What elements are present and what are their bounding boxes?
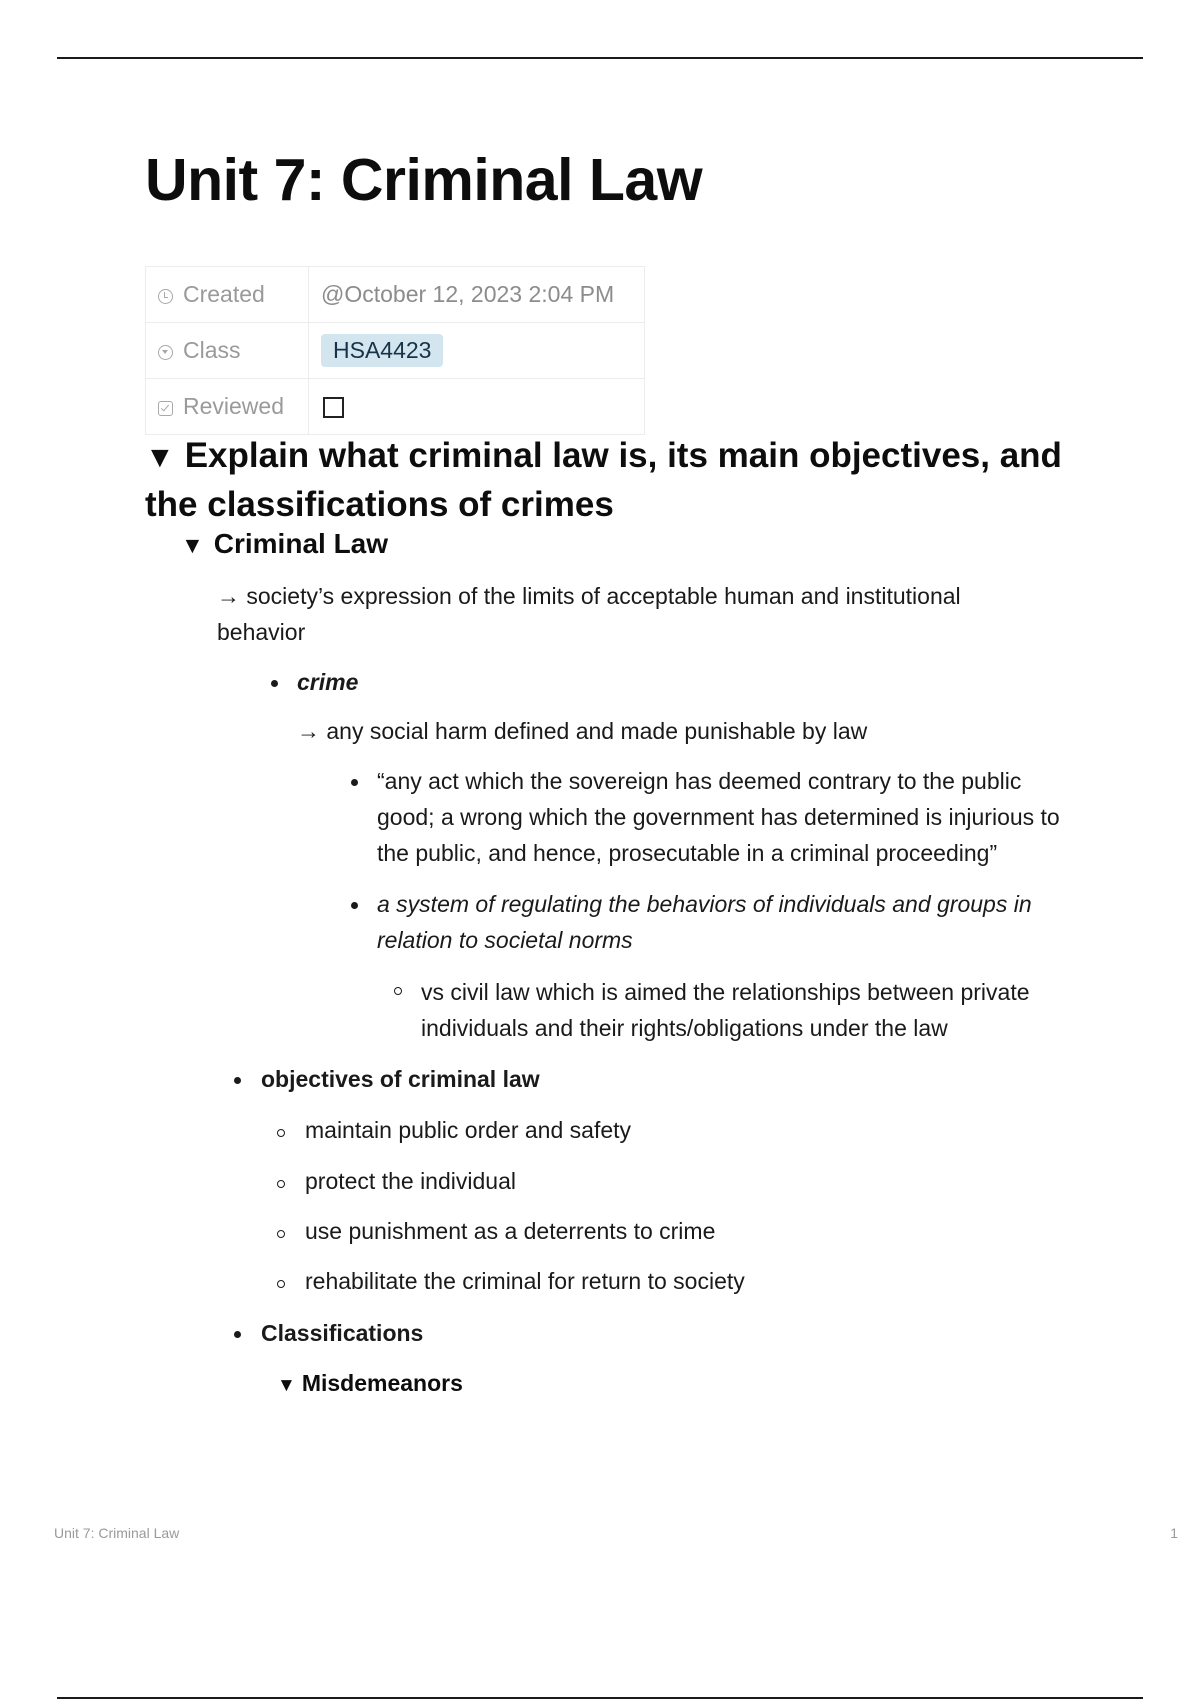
circle-bullet-icon bbox=[277, 1129, 285, 1137]
civil-law-note: vs civil law which is aimed the relationships between private individuals and their rights/obligations under the law bbox=[421, 979, 1030, 1041]
bullet-icon bbox=[271, 680, 278, 687]
toggle-heading-misdemeanors[interactable] bbox=[277, 1370, 463, 1397]
toggle-triangle-icon[interactable]: ▼ bbox=[181, 532, 204, 558]
footer-page-number: 1 bbox=[1170, 1525, 1178, 1541]
classifications-label: Classifications bbox=[261, 1320, 424, 1346]
crime-label: crime bbox=[297, 669, 359, 695]
property-label: Reviewed bbox=[183, 393, 284, 419]
bullet-icon bbox=[234, 1077, 241, 1084]
crime-quote: “any act which the sovereign has deemed contrary to the public good; a wrong which the government has determined is injurious to the public, and hence, prosecutable in a criminal proceeding” bbox=[377, 768, 1060, 866]
properties-table bbox=[145, 266, 645, 435]
criminal-law-definition: → society’s expression of the limits of acceptable human and institutional behavior bbox=[217, 583, 961, 645]
toggle-heading-main[interactable] bbox=[145, 432, 1065, 528]
property-label: Created bbox=[183, 281, 265, 307]
property-label: Class bbox=[183, 337, 241, 363]
objective-item: use punishment as a deterrents to crime bbox=[305, 1218, 716, 1244]
objectives-label: objectives of criminal law bbox=[261, 1066, 540, 1092]
reviewed-checkbox[interactable] bbox=[323, 397, 344, 418]
property-name-created bbox=[146, 267, 309, 323]
property-value-class[interactable] bbox=[309, 323, 645, 379]
bullet-icon bbox=[351, 779, 358, 786]
toggle-triangle-icon[interactable]: ▼ bbox=[277, 1375, 296, 1396]
toggle-heading-text: Misdemeanors bbox=[301, 1370, 463, 1396]
select-icon bbox=[158, 345, 173, 360]
objective-item: protect the individual bbox=[305, 1168, 516, 1194]
property-name-reviewed bbox=[146, 379, 309, 435]
toggle-triangle-icon[interactable]: ▼ bbox=[145, 441, 175, 474]
circle-bullet-icon bbox=[394, 987, 402, 995]
circle-bullet-icon bbox=[277, 1230, 285, 1238]
property-value-reviewed bbox=[309, 379, 645, 435]
page-title: Unit 7: Criminal Law bbox=[145, 147, 703, 213]
checkbox-icon bbox=[158, 401, 173, 416]
circle-bullet-icon bbox=[277, 1280, 285, 1288]
property-row-reviewed bbox=[146, 379, 645, 435]
bullet-icon bbox=[234, 1331, 241, 1338]
class-tag[interactable]: HSA4423 bbox=[321, 334, 443, 367]
toggle-heading-text: Explain what criminal law is, its main objectives, and the classifications of crimes bbox=[145, 436, 1062, 524]
objective-item: maintain public order and safety bbox=[305, 1117, 632, 1143]
property-row-class bbox=[146, 323, 645, 379]
bottom-rule bbox=[57, 1697, 1143, 1699]
clock-icon bbox=[158, 289, 173, 304]
objective-item: rehabilitate the criminal for return to society bbox=[305, 1268, 745, 1294]
toggle-heading-criminal-law[interactable] bbox=[181, 528, 388, 560]
bullet-icon bbox=[351, 902, 358, 909]
crime-definition: → any social harm defined and made punishable by law bbox=[297, 718, 868, 744]
property-name-class bbox=[146, 323, 309, 379]
circle-bullet-icon bbox=[277, 1180, 285, 1188]
top-rule bbox=[57, 57, 1143, 59]
property-value-created[interactable]: @October 12, 2023 2:04 PM bbox=[309, 267, 645, 323]
system-definition: a system of regulating the behaviors of individuals and groups in relation to societal norms bbox=[377, 891, 1032, 953]
toggle-heading-text: Criminal Law bbox=[213, 528, 389, 559]
property-row-created bbox=[146, 267, 645, 323]
footer-title: Unit 7: Criminal Law bbox=[54, 1525, 180, 1541]
